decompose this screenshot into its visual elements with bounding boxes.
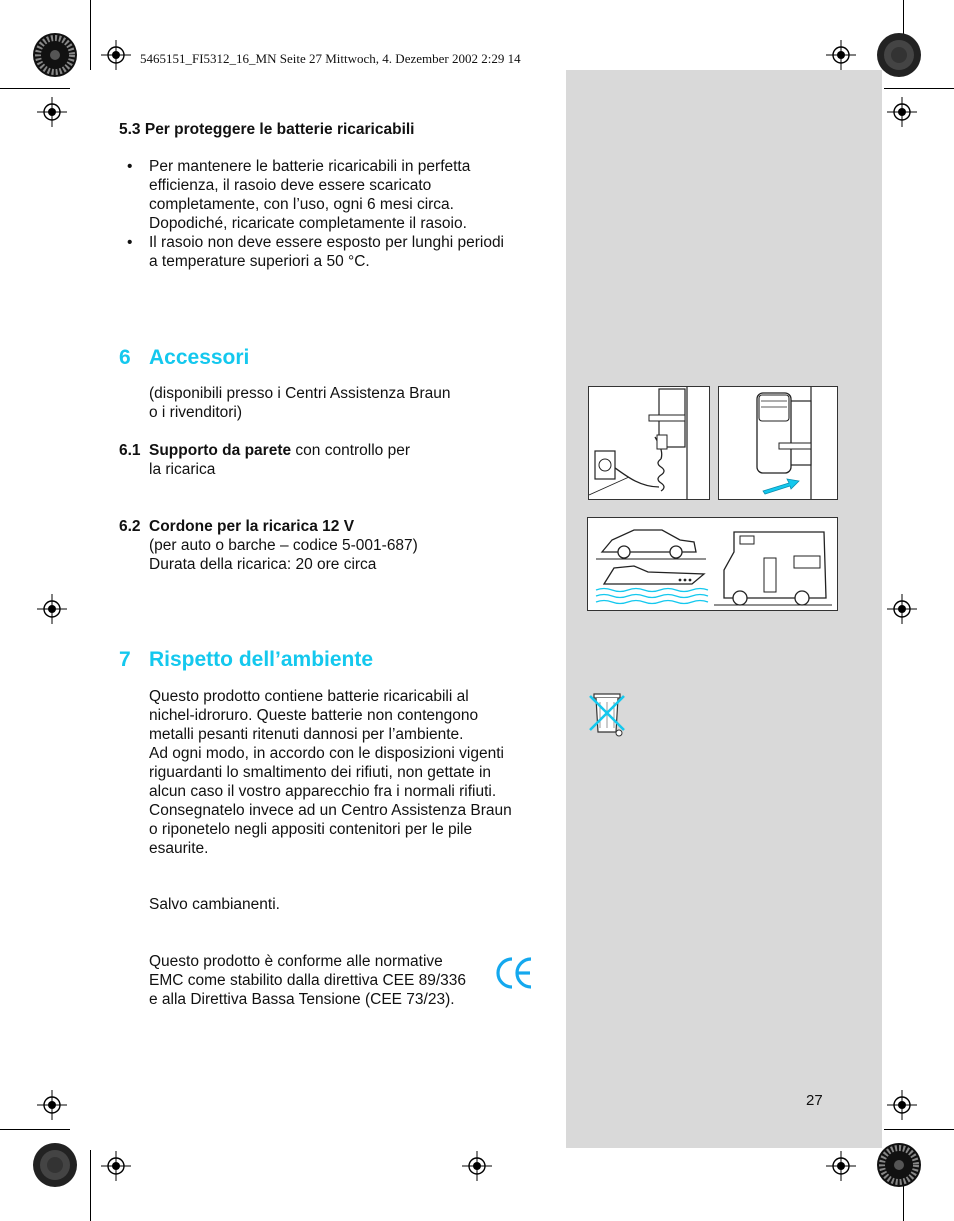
registration-mark-icon — [37, 97, 67, 127]
section-title: Rispetto dell’ambiente — [149, 648, 374, 671]
crossed-bin-icon — [588, 688, 628, 740]
section-number: 6 — [119, 346, 131, 369]
section-7-heading — [119, 648, 373, 672]
registration-mark-icon — [37, 594, 67, 624]
vehicles-figure — [587, 517, 838, 611]
crop-mark — [0, 88, 70, 89]
registration-mark-icon — [887, 594, 917, 624]
crop-mark — [90, 1150, 91, 1221]
page-number: 27 — [806, 1092, 823, 1109]
color-wheel-icon — [876, 32, 922, 78]
color-wheel-icon — [32, 1142, 78, 1188]
crop-mark — [884, 1129, 954, 1130]
section-7-body: Questo prodotto contiene batterie ricaricabili al nichel-idroruro. Queste batterie non contengono metalli pesanti ritenuti dannosi per l’ambiente. Ad ogni modo, in accordo con le disposizioni vigenti riguardanti lo smaltimento dei rifiuti, non gettate in alcun caso il vostro apparecchio fra i normali rifiuti. Consegnatelo invece ad un Centro Assistenza Braun o riponetelo negli appositi contenitori per le pile esaurite. — [149, 688, 512, 857]
section-6-heading — [119, 346, 249, 370]
list-item: • Per mantenere le batterie ricaricabili in perfetta efficienza, il rasoio deve essere scaricato completamente, con l’uso, ogni 6 mesi circa. Dopodiché, ricaricate completamente il rasoio. — [119, 157, 504, 233]
registration-mark-icon — [887, 1090, 917, 1120]
section-title: Accessori — [149, 346, 250, 369]
registration-mark-icon — [887, 97, 917, 127]
registration-mark-icon — [826, 40, 856, 70]
section-6-intro: (disponibili presso i Centri Assistenza Braun o i rivenditori) — [149, 385, 451, 421]
wall-stand-illustration — [589, 387, 709, 499]
item-6-1: 6.1 Supporto da parete con controllo per la ricarica — [119, 442, 411, 478]
registration-mark-icon — [101, 40, 131, 70]
conformity-statement: Questo prodotto è conforme alle normative EMC come stabilito dalla direttiva CEE 89/336 e alla Direttiva Bassa Tensione (CEE 73/23). — [149, 953, 467, 1008]
crop-mark — [884, 88, 954, 89]
registration-mark-icon — [37, 1090, 67, 1120]
crop-mark — [0, 1129, 70, 1130]
ce-mark-icon — [494, 955, 534, 991]
changes-note: Salvo cambianenti. — [149, 896, 280, 913]
car-boat-camper-illustration — [588, 518, 837, 610]
crop-mark — [90, 0, 91, 70]
color-wheel-icon — [32, 32, 78, 78]
section-5-3-title: 5.3 Per proteggere le batterie ricaricabili — [119, 121, 415, 138]
registration-mark-icon — [101, 1151, 131, 1181]
color-wheel-icon — [876, 1142, 922, 1188]
list-item: • Il rasoio non deve essere esposto per lunghi periodi a temperature superiori a 50 °C. — [119, 233, 504, 271]
registration-mark-icon — [826, 1151, 856, 1181]
wall-stand-figure — [588, 386, 710, 500]
print-slug: 5465151_FI5312_16_MN Seite 27 Mittwoch, 4. Dezember 2002 2:29 14 — [140, 51, 521, 66]
shaver-in-stand-illustration — [719, 387, 837, 499]
section-5-3-bullets — [119, 157, 504, 271]
shaver-in-stand-figure — [718, 386, 838, 500]
registration-mark-icon — [462, 1151, 492, 1181]
section-number: 7 — [119, 648, 131, 671]
item-6-2: 6.2 Cordone per la ricarica 12 V (per auto o barche – codice 5-001-687) Durata della ricarica: 20 ore circa — [119, 518, 418, 573]
